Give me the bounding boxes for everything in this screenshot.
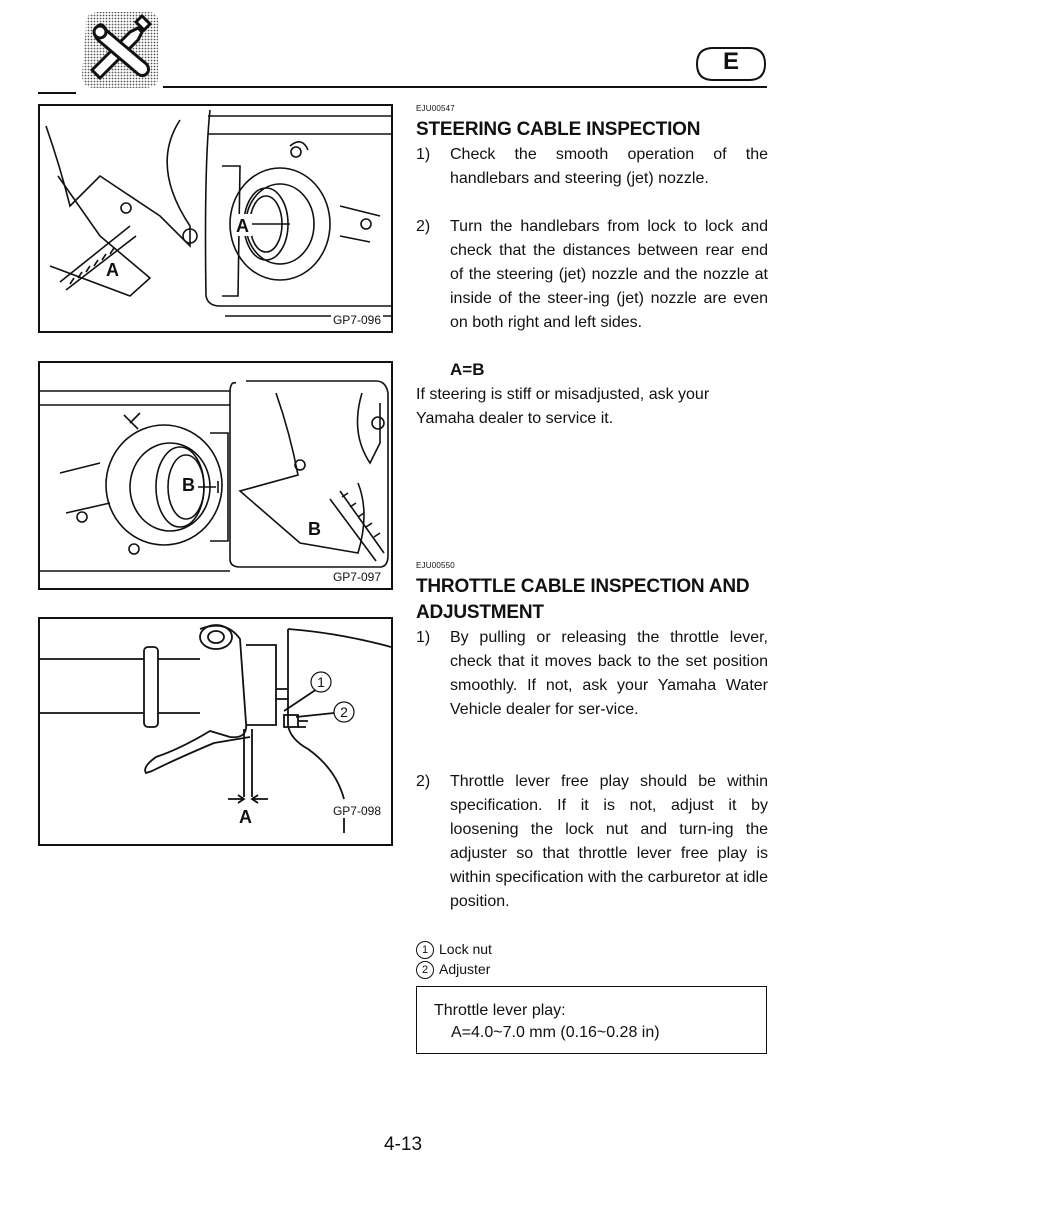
page-number: 4-13 <box>384 1134 423 1155</box>
figure2-code: GP7-097 <box>332 570 381 584</box>
legend-label: Lock nut <box>439 941 492 957</box>
header-rule-right <box>163 86 767 88</box>
section1-title: STEERING CABLE INSPECTION <box>416 119 701 140</box>
figure3-label-a: A <box>239 807 252 827</box>
section1-code: EJU00547 <box>416 104 455 113</box>
step-text: Turn the handlebars from lock to lock and check that the distances between rear end of the steering (jet) nozzle and the nozzle at inside of the steer-ing (jet) nozzle are even on both right and left sides. <box>450 218 768 331</box>
step-text: Check the smooth operation of the handlebars and steering (jet) nozzle. <box>450 146 768 187</box>
section1-step-1 <box>416 143 768 191</box>
language-badge: E <box>722 48 739 75</box>
legend-mark: 2 <box>416 961 434 979</box>
figure2-label-b-nozzle: B <box>182 475 195 495</box>
step-number: 2) <box>416 773 431 790</box>
spec-box <box>416 986 767 1054</box>
spec-title: Throttle lever play: <box>434 1002 566 1019</box>
figure-steering-left <box>38 104 393 333</box>
step-number: 1) <box>416 146 431 163</box>
figure-steering-right <box>38 361 393 590</box>
figure2-label-b: B <box>308 519 321 539</box>
section2-step-1 <box>416 626 768 722</box>
step-number: 1) <box>416 629 431 646</box>
legend-label: Adjuster <box>439 961 491 977</box>
step-text: By pulling or releasing the throttle lever, check that it moves back to the set position smoothly. If not, ask your Yamaha Water Vehicle dealer for ser-vice. <box>450 629 768 718</box>
step-number: 2) <box>416 218 431 235</box>
figure1-label-a-nozzle: A <box>236 216 249 236</box>
figure1-label-a: A <box>106 260 119 280</box>
step-text: Throttle lever free play should be within specification. If it is not, adjust it by loosening the lock nut and turn-ing the adjuster so that throttle lever free play is within specification with the carburetor at idle position. <box>450 773 768 910</box>
header-rule-left <box>38 92 76 94</box>
spec-value: A=4.0~7.0 mm (0.16~0.28 in) <box>451 1024 660 1041</box>
tools-icon <box>78 8 162 90</box>
section1-equation: A=B <box>450 360 485 379</box>
section1-step-2 <box>416 215 768 335</box>
figure3-callout-1: 1 <box>317 674 325 690</box>
legend-item-adjuster <box>416 959 490 979</box>
section2-code: EJU00550 <box>416 561 455 570</box>
section2-step-2 <box>416 770 768 914</box>
section2-title-line2: ADJUSTMENT <box>416 602 544 623</box>
legend-mark: 1 <box>416 941 434 959</box>
figure3-callout-2: 2 <box>340 704 348 720</box>
figure3-code: GP7-098 <box>332 804 381 818</box>
figure1-code: GP7-096 <box>332 313 381 327</box>
section2-title-line1: THROTTLE CABLE INSPECTION AND <box>416 576 750 597</box>
section1-note: If steering is stiff or misadjusted, ask your Yamaha dealer to service it. <box>416 386 710 427</box>
legend-item-lock-nut <box>416 939 492 959</box>
figure-throttle-lever <box>38 617 393 846</box>
